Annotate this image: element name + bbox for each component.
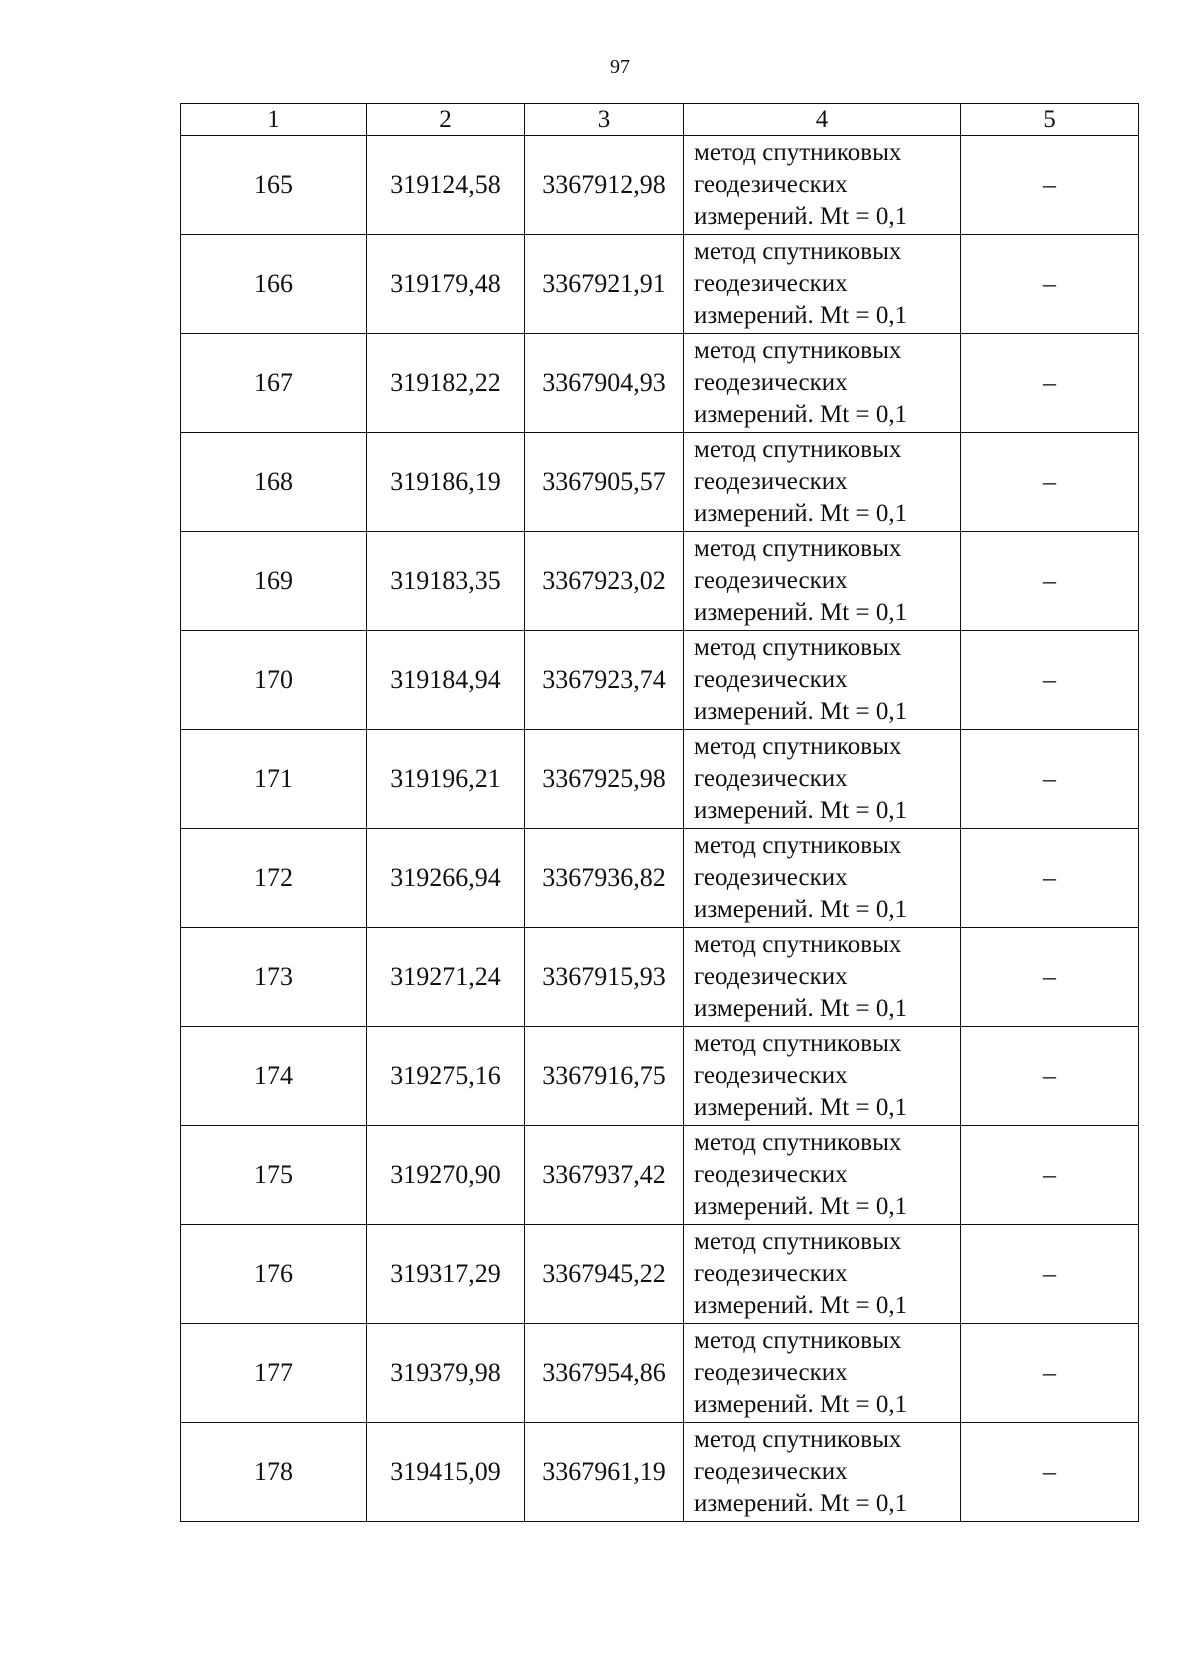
table-row [181,1324,1139,1423]
table-row [181,631,1139,730]
method-text-line: геодезических [694,1260,848,1287]
table-row [181,334,1139,433]
page-number: 97 [610,56,630,78]
coordinates-table [180,103,1139,1522]
method-cell [684,730,961,829]
point-number-cell: 178 [181,1423,367,1522]
method-cell [684,532,961,631]
method-text-line: метод спутниковых [694,733,902,760]
table-row [181,730,1139,829]
note-cell: – [961,334,1139,433]
method-text-line: геодезических [694,864,848,891]
method-text-line: метод спутниковых [694,1327,902,1354]
coordinate-x-cell: 319196,21 [367,730,525,829]
note-cell: – [961,532,1139,631]
table-row [181,829,1139,928]
coordinate-x-cell: 319275,16 [367,1027,525,1126]
note-cell: – [961,631,1139,730]
coordinate-y-cell: 3367945,22 [525,1225,684,1324]
method-text-line: измерений. Mt = 0,1 [694,401,908,428]
method-cell [684,1027,961,1126]
coordinate-y-cell: 3367904,93 [525,334,684,433]
column-header-3: 3 [525,104,684,136]
method-text-line: геодезических [694,468,848,495]
method-text-line: геодезических [694,171,848,198]
point-number-cell: 174 [181,1027,367,1126]
method-text-line: метод спутниковых [694,1228,902,1255]
method-text-line: геодезических [694,1062,848,1089]
table-row [181,928,1139,1027]
method-text-line: геодезических [694,1161,848,1188]
method-text-line: измерений. Mt = 0,1 [694,1193,908,1220]
method-text-line: метод спутниковых [694,1129,902,1156]
table-body [181,104,1139,1522]
method-text-line: измерений. Mt = 0,1 [694,1490,908,1517]
table-row [181,235,1139,334]
table-row [181,1423,1139,1522]
point-number-cell: 172 [181,829,367,928]
coordinate-y-cell: 3367912,98 [525,136,684,235]
point-number-cell: 171 [181,730,367,829]
method-text-line: измерений. Mt = 0,1 [694,599,908,626]
coordinate-x-cell: 319186,19 [367,433,525,532]
method-text-line: метод спутниковых [694,1030,902,1057]
point-number-cell: 177 [181,1324,367,1423]
point-number-cell: 166 [181,235,367,334]
method-text-line: метод спутниковых [694,436,902,463]
method-text-line: измерений. Mt = 0,1 [694,203,908,230]
method-text-line: геодезических [694,567,848,594]
method-text-line: метод спутниковых [694,139,902,166]
method-text-line: измерений. Mt = 0,1 [694,698,908,725]
point-number-cell: 175 [181,1126,367,1225]
method-text-line: метод спутниковых [694,535,902,562]
coordinate-y-cell: 3367937,42 [525,1126,684,1225]
table-row [181,1225,1139,1324]
coordinate-y-cell: 3367905,57 [525,433,684,532]
coordinate-x-cell: 319124,58 [367,136,525,235]
coordinate-y-cell: 3367921,91 [525,235,684,334]
point-number-cell: 169 [181,532,367,631]
column-header-2: 2 [367,104,525,136]
method-text-line: метод спутниковых [694,1426,902,1453]
point-number-cell: 170 [181,631,367,730]
method-cell [684,235,961,334]
method-text-line: метод спутниковых [694,337,902,364]
method-cell [684,334,961,433]
method-cell [684,1423,961,1522]
method-cell [684,136,961,235]
coordinate-x-cell: 319271,24 [367,928,525,1027]
coordinate-y-cell: 3367923,02 [525,532,684,631]
coordinate-x-cell: 319379,98 [367,1324,525,1423]
note-cell: – [961,433,1139,532]
method-text-line: геодезических [694,765,848,792]
coordinate-y-cell: 3367925,98 [525,730,684,829]
method-cell [684,1324,961,1423]
coordinate-x-cell: 319270,90 [367,1126,525,1225]
note-cell: – [961,1225,1139,1324]
note-cell: – [961,136,1139,235]
coordinate-y-cell: 3367916,75 [525,1027,684,1126]
coordinate-x-cell: 319179,48 [367,235,525,334]
method-text-line: измерений. Mt = 0,1 [694,1391,908,1418]
point-number-cell: 173 [181,928,367,1027]
method-cell [684,1126,961,1225]
column-header-4: 4 [684,104,961,136]
note-cell: – [961,1126,1139,1225]
table-row [181,1027,1139,1126]
method-text-line: геодезических [694,369,848,396]
method-cell [684,631,961,730]
coordinate-y-cell: 3367961,19 [525,1423,684,1522]
coordinate-y-cell: 3367936,82 [525,829,684,928]
method-text-line: измерений. Mt = 0,1 [694,500,908,527]
column-header-5: 5 [961,104,1139,136]
method-text-line: измерений. Mt = 0,1 [694,302,908,329]
method-text-line: геодезических [694,1458,848,1485]
method-text-line: геодезических [694,963,848,990]
column-header-1: 1 [181,104,367,136]
point-number-cell: 176 [181,1225,367,1324]
table-row [181,433,1139,532]
table-row [181,136,1139,235]
table-row [181,1126,1139,1225]
table-row [181,532,1139,631]
method-text-line: метод спутниковых [694,238,902,265]
note-cell: – [961,730,1139,829]
coordinate-y-cell: 3367954,86 [525,1324,684,1423]
coordinate-x-cell: 319184,94 [367,631,525,730]
method-text-line: метод спутниковых [694,931,902,958]
point-number-cell: 168 [181,433,367,532]
note-cell: – [961,829,1139,928]
method-text-line: измерений. Mt = 0,1 [694,797,908,824]
note-cell: – [961,1027,1139,1126]
point-number-cell: 167 [181,334,367,433]
method-cell [684,928,961,1027]
coordinate-x-cell: 319183,35 [367,532,525,631]
note-cell: – [961,1324,1139,1423]
note-cell: – [961,1423,1139,1522]
note-cell: – [961,235,1139,334]
coordinate-x-cell: 319415,09 [367,1423,525,1522]
method-text-line: геодезических [694,666,848,693]
coordinate-y-cell: 3367915,93 [525,928,684,1027]
coordinate-y-cell: 3367923,74 [525,631,684,730]
method-text-line: метод спутниковых [694,832,902,859]
point-number-cell: 165 [181,136,367,235]
method-text-line: метод спутниковых [694,634,902,661]
method-cell [684,433,961,532]
note-cell: – [961,928,1139,1027]
method-text-line: измерений. Mt = 0,1 [694,896,908,923]
method-text-line: геодезических [694,1359,848,1386]
method-text-line: геодезических [694,270,848,297]
method-text-line: измерений. Mt = 0,1 [694,1292,908,1319]
coordinate-x-cell: 319182,22 [367,334,525,433]
coordinate-x-cell: 319317,29 [367,1225,525,1324]
coordinate-x-cell: 319266,94 [367,829,525,928]
method-text-line: измерений. Mt = 0,1 [694,1094,908,1121]
method-cell [684,829,961,928]
table-header-row [181,104,1139,136]
method-text-line: измерений. Mt = 0,1 [694,995,908,1022]
method-cell [684,1225,961,1324]
